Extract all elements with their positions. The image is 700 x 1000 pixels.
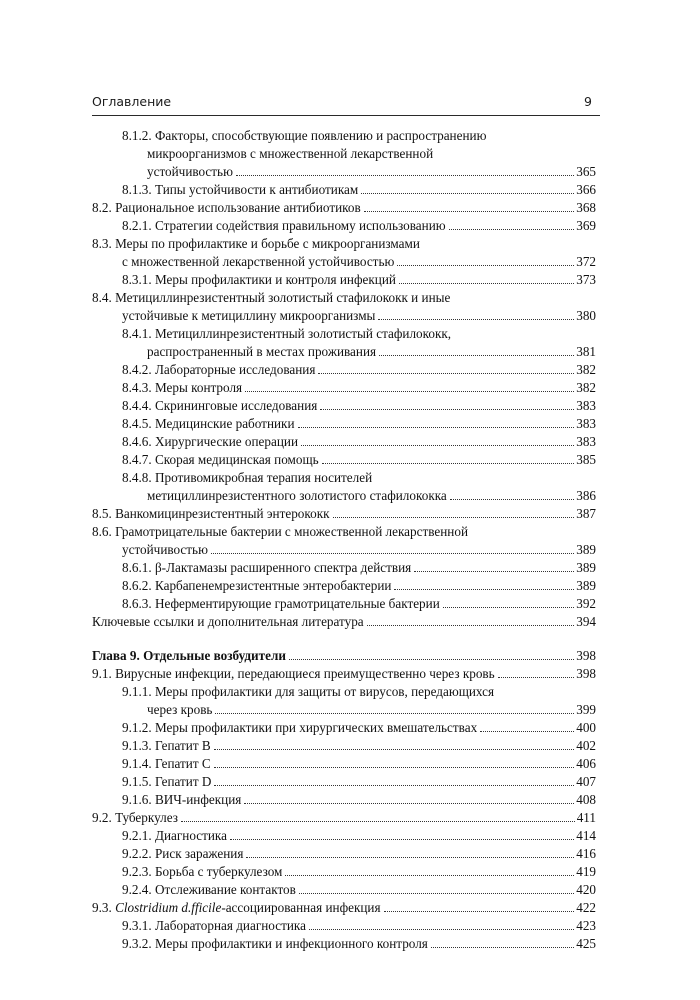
toc-entry[interactable]: 8.6.3. Неферментирующие грамотрицательные бактерии 392 — [122, 596, 596, 611]
header-rule — [92, 115, 600, 116]
toc-entry[interactable]: 8.2.1. Стратегии содействия правильному использованию 369 — [122, 218, 596, 233]
toc-entry[interactable]: 9.1.4. Гепатит С 406 — [122, 756, 596, 771]
toc-entry[interactable]: распространенный в местах проживания 381 — [147, 344, 596, 359]
toc-line: 8.4.1. Метициллинрезистентный золотистый стафилококк, — [122, 326, 452, 341]
toc-entry[interactable]: 8.2. Рациональное использование антибиотиков 368 — [92, 200, 596, 215]
toc-entry[interactable]: 9.1. Вирусные инфекции, передающиеся преимущественно через кровь 398 — [92, 666, 596, 681]
toc-entry[interactable]: 9.2.3. Борьба с туберкулезом 419 — [122, 864, 596, 879]
toc-entry[interactable]: 8.6.2. Карбапенемрезистентные энтеробактерии 389 — [122, 578, 596, 593]
toc-entry[interactable]: устойчивостью 389 — [122, 542, 596, 557]
toc-entry[interactable]: 8.5. Ванкомицинрезистентный энтерококк 387 — [92, 506, 596, 521]
toc-line: 8.3. Меры по профилактике и борьбе с микроорганизмами — [92, 236, 420, 251]
toc-entry[interactable]: 8.4.5. Медицинские работники 383 — [122, 416, 596, 431]
toc-entry[interactable]: 8.1.3. Типы устойчивости к антибиотикам 366 — [122, 182, 596, 197]
toc-entry[interactable]: 9.1.2. Меры профилактики при хирургических вмешательствах 400 — [122, 720, 596, 735]
toc-line: 9.1.1. Меры профилактики для защиты от вирусов, передающихся — [122, 684, 495, 699]
toc-entry[interactable]: Ключевые ссылки и дополнительная литература 394 — [92, 614, 596, 629]
toc-entry[interactable]: устойчивые к метициллину микроорганизмы 380 — [122, 308, 596, 323]
toc-entry[interactable]: 8.4.2. Лабораторные исследования 382 — [122, 362, 596, 377]
toc-entry[interactable]: 9.3.2. Меры профилактики и инфекционного контроля 425 — [122, 936, 596, 951]
toc-entry[interactable]: 9.1.3. Гепатит В 402 — [122, 738, 596, 753]
toc-entry[interactable]: 8.3.1. Меры профилактики и контроля инфекций 373 — [122, 272, 596, 287]
toc-entry[interactable]: 8.4.4. Скрининговые исследования 383 — [122, 398, 596, 413]
toc-entry[interactable]: 9.3.1. Лабораторная диагностика 423 — [122, 918, 596, 933]
toc-entry[interactable]: 8.4.7. Скорая медицинская помощь 385 — [122, 452, 596, 467]
toc-entry[interactable]: 8.4.6. Хирургические операции 383 — [122, 434, 596, 449]
header-page-number: 9 — [584, 94, 592, 109]
toc-entry[interactable]: 9.3. Clostridium d.fficile-ассоциированная инфекция 422 — [92, 900, 596, 915]
running-header — [92, 94, 596, 112]
toc-entry[interactable]: 8.6.1. β-Лактамазы расширенного спектра действия 389 — [122, 560, 596, 575]
toc-entry[interactable]: 8.4.3. Меры контроля 382 — [122, 380, 596, 395]
toc-line: 8.4.8. Противомикробная терапия носителей — [122, 470, 373, 485]
toc-entry[interactable]: 9.1.5. Гепатит D 407 — [122, 774, 596, 789]
toc-entry[interactable]: устойчивостью 365 — [147, 164, 596, 179]
toc-line: 8.4. Метициллинрезистентный золотистый стафилококк и иные — [92, 290, 451, 305]
toc-line: микроорганизмов с множественной лекарственной — [147, 146, 434, 161]
toc-entry[interactable]: 9.2. Туберкулез 411 — [92, 810, 596, 825]
toc-entry[interactable]: метициллинрезистентного золотистого стафилококка 386 — [147, 488, 596, 503]
toc-entry[interactable]: с множественной лекарственной устойчивостью 372 — [122, 254, 596, 269]
toc-entry[interactable]: 9.1.6. ВИЧ-инфекция 408 — [122, 792, 596, 807]
toc-entry[interactable]: 9.2.4. Отслеживание контактов 420 — [122, 882, 596, 897]
toc-entry[interactable]: 9.2.2. Риск заражения 416 — [122, 846, 596, 861]
toc-line: 8.6. Грамотрицательные бактерии с множественной лекарственной — [92, 524, 469, 539]
toc-entry[interactable]: 9.2.1. Диагностика 414 — [122, 828, 596, 843]
header-title: Оглавление — [92, 94, 172, 109]
toc-line: 8.1.2. Факторы, способствующие появлению и распространению — [122, 128, 487, 143]
toc-entry[interactable]: через кровь 399 — [147, 702, 596, 717]
toc-chapter-heading[interactable]: Глава 9. Отдельные возбудители 398 — [92, 648, 596, 663]
